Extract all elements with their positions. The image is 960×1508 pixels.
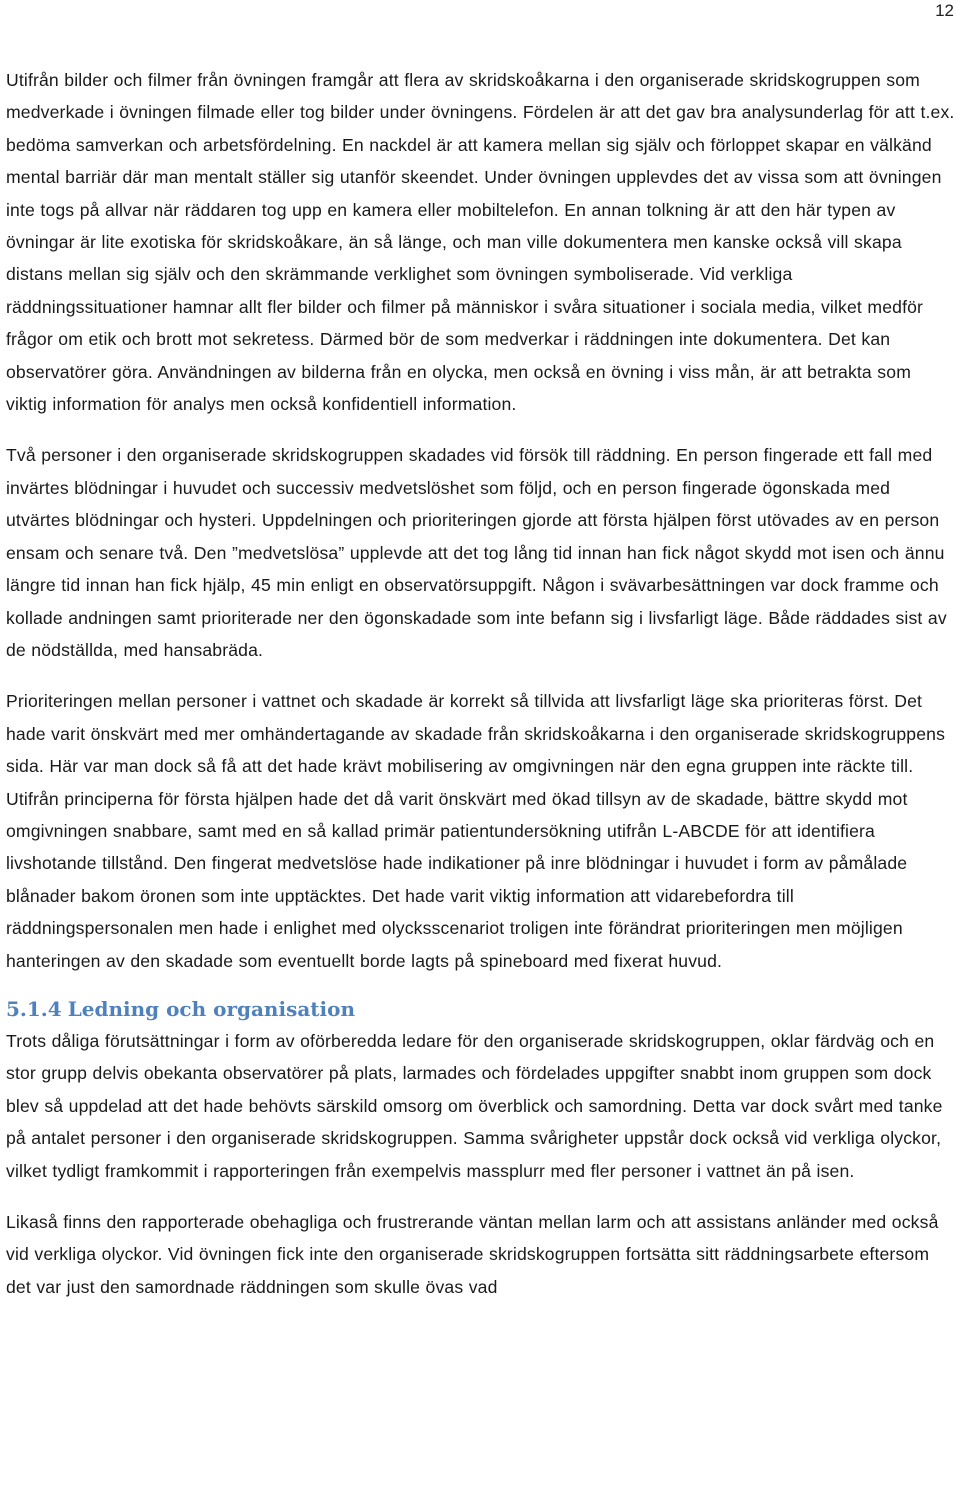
section-title: Ledning och organisation — [67, 996, 356, 1021]
paragraph-photo-documentation: Utifrån bilder och filmer från övningen framgår att flera av skridskoåkarna i den organiserade skridskogruppen som medverkade i övningen filmade eller tog bilder under övningens. Fördelen är att det gav bra analysunderlag för att t.ex. bedöma samverkan och arbetsfördelning. En nackdel är att kamera mellan sig själv och förloppet skapar en välkänd mental barriär där man mentalt ställer sig utanför skeendet. Under övningen upplevdes det av vissa som att övningen inte togs på allvar när räddaren tog upp en kamera eller mobiltelefon. En annan tolkning är att den här typen av övningar är lite exotiska för skridskoåkare, än så länge, och man ville dokumentera men kanske också vill skapa distans mellan sig själv och den skrämmande verklighet som övningen symboliserade. Vid verkliga räddningssituationer hamnar allt fler bilder och filmer på människor i svåra situationer i sociala media, vilket medför frågor om etik och brott mot sekretess. Därmed bör de som medverkar i räddningen inte dokumentera. Det kan observatörer göra. Användningen av bilderna från en olycka, men också en övning i viss mån, är att betrakta som viktig information för analys men också konfidentiell information. — [6, 70, 955, 415]
section-number: 5.1.4 — [6, 996, 62, 1021]
page-number: 12 — [935, 1, 954, 20]
document-body — [6, 64, 956, 1303]
section-heading — [6, 993, 956, 1025]
paragraph-prioritization: Prioriteringen mellan personer i vattnet och skadade är korrekt så tillvida att livsfarligt läge ska prioriteras först. Det hade varit önskvärt med mer omhändertagande av skadade från skridskoåkarna i den organiserade skridskogruppens sida. Här var man dock så få att det hade krävt mobilisering av omgivningen när den egna gruppen inte räckte till. Utifrån principerna för första hjälpen hade det då varit önskvärt med ökad tillsyn av de skadade, bättre skydd mot omgivningen snabbare, samt med en så kallad primär patientundersökning utifrån L-ABCDE för att identifiera livshotande tillstånd. Den fingerat medvetslöse hade indikationer på inre blödningar i huvudet i form av påmålade blånader bakom öronen som inte upptäcktes. Det hade varit viktig information att vidarebefordra till räddningspersonalen men hade i enlighet med olycksscenariot troligen inte förändrat prioriteringen men möjligen hanteringen av den skadade som eventuellt borde lagts på spineboard med fixerat huvud. — [6, 691, 946, 971]
paragraph-leadership: Trots dåliga förutsättningar i form av oförberedda ledare för den organiserade skridskogruppen, oklar färdväg och en stor grupp delvis obekanta observatörer på plats, larmades och fördelades uppgifter snabbt inom gruppen som dock blev så uppdelad att det hade behövts särskild omsorg om överblick och samordning. Detta var dock svårt med tanke på antalet personer i den organiserade skridskogruppen. Samma svårigheter uppstår dock också vid verkliga olyckor, vilket tydligt framkommit i rapporteringen från exempelvis massplurr med fler personer i vattnet än på isen. — [6, 1030, 943, 1181]
paragraph-waiting: Likaså finns den rapporterade obehagliga och frustrerande väntan mellan larm och att assistans anländer med också vid verkliga olyckor. Vid övningen fick inte den organiserade skridskogruppen fortsätta sitt räddningsarbete eftersom det var just den samordnade räddningen som skulle övas vad — [6, 1212, 939, 1297]
paragraph-injured-persons: Två personer i den organiserade skridskogruppen skadades vid försök till räddning. En person fingerade ett fall med invärtes blödningar i huvudet och successiv medvetslöshet som följd, och en person fingerade ögonskada med utvärtes blödningar och hysteri. Uppdelningen och prioriteringen gjorde att första hjälpen först utövades av en person ensam och senare två. Den ”medvetslösa” upplevde att det tog lång tid innan han fick något skydd mot isen och ännu längre tid innan han fick hjälp, 45 min enligt en observatörsuppgift. Någon i svävarbesättningen var dock framme och kollade andningen samt prioriterade ner den ögonskadade som inte befann sig i livsfarligt läge. Både räddades sist av de nödställda, med hansabräda. — [6, 445, 947, 660]
